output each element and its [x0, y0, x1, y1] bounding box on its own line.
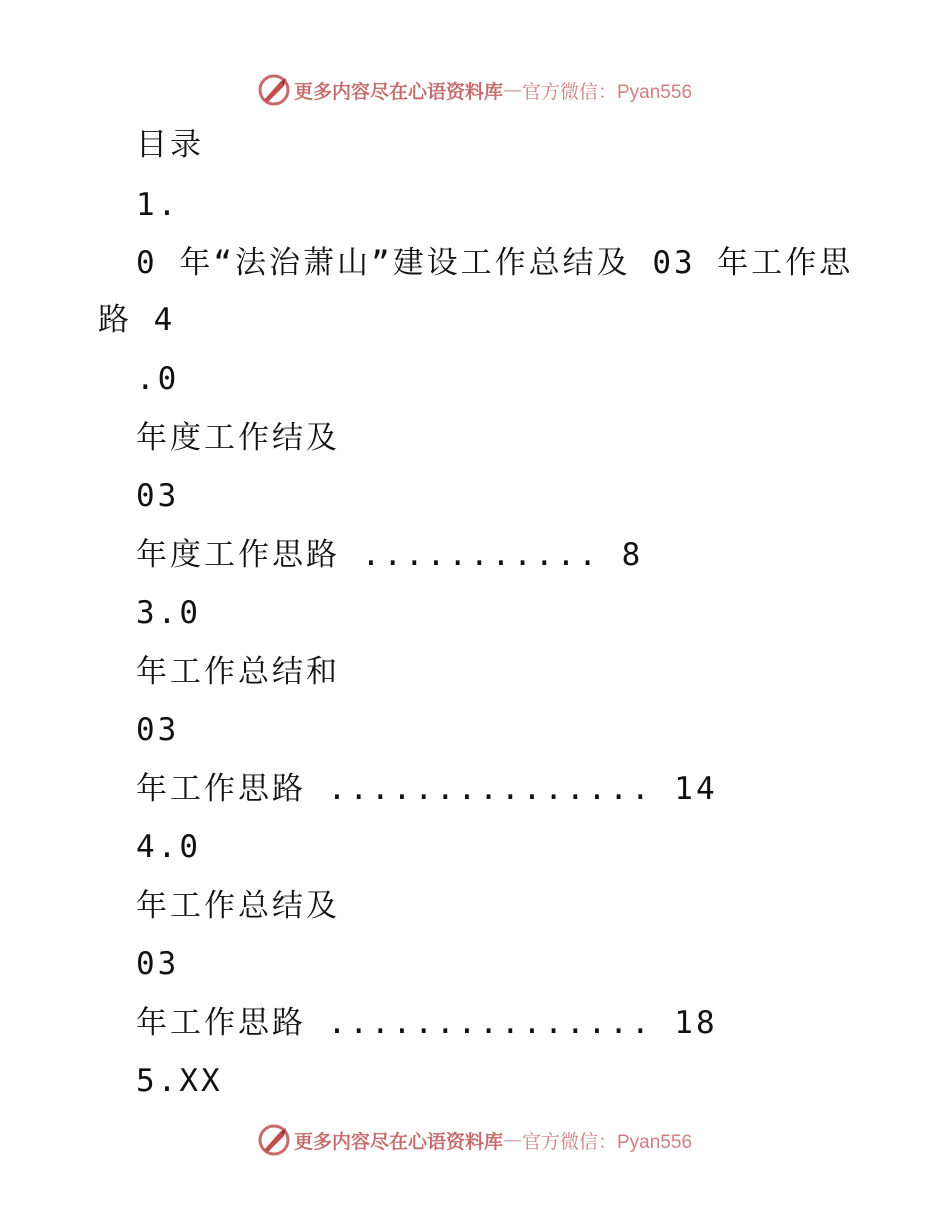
footer-watermark [0, 1120, 950, 1160]
toc-line: 1. [136, 187, 180, 223]
quill-logo-icon [258, 74, 290, 106]
watermark-brand: 更多内容尽在心语资料库 [293, 1130, 503, 1153]
toc-line: 年工作总结和 [136, 654, 340, 690]
toc-entry: 年工作思路 ............... 14 [136, 771, 718, 807]
toc-heading: 目录 [136, 127, 204, 163]
quill-logo-icon [258, 1124, 290, 1156]
toc-line: 3.0 [136, 595, 201, 631]
toc-line: 5.XX [136, 1063, 223, 1099]
toc-line: 年度工作结及 [136, 420, 340, 456]
toc-line: 03 [136, 712, 180, 748]
toc-line: 03 [136, 946, 180, 982]
watermark-brand: 更多内容尽在心语资料库 [293, 80, 503, 103]
toc-line: 路 4 [98, 302, 176, 338]
toc-line: .0 [136, 361, 180, 397]
toc-entry: 年度工作思路 ........... 8 [136, 537, 644, 573]
toc-entry: 年工作思路 ............... 18 [136, 1005, 718, 1041]
toc-line: 年工作总结及 [136, 888, 340, 924]
toc-line: 4.0 [136, 829, 201, 865]
toc-line: 0 年“法治萧山”建设工作总结及 03 年工作思 [136, 245, 854, 281]
toc-line: 03 [136, 478, 180, 514]
watermark-account: 官方微信：Pyan556 [522, 81, 693, 103]
header-watermark [0, 70, 950, 110]
watermark-separator: — [503, 1129, 522, 1151]
watermark-account: 官方微信：Pyan556 [522, 1131, 693, 1153]
watermark-separator: — [503, 79, 522, 101]
